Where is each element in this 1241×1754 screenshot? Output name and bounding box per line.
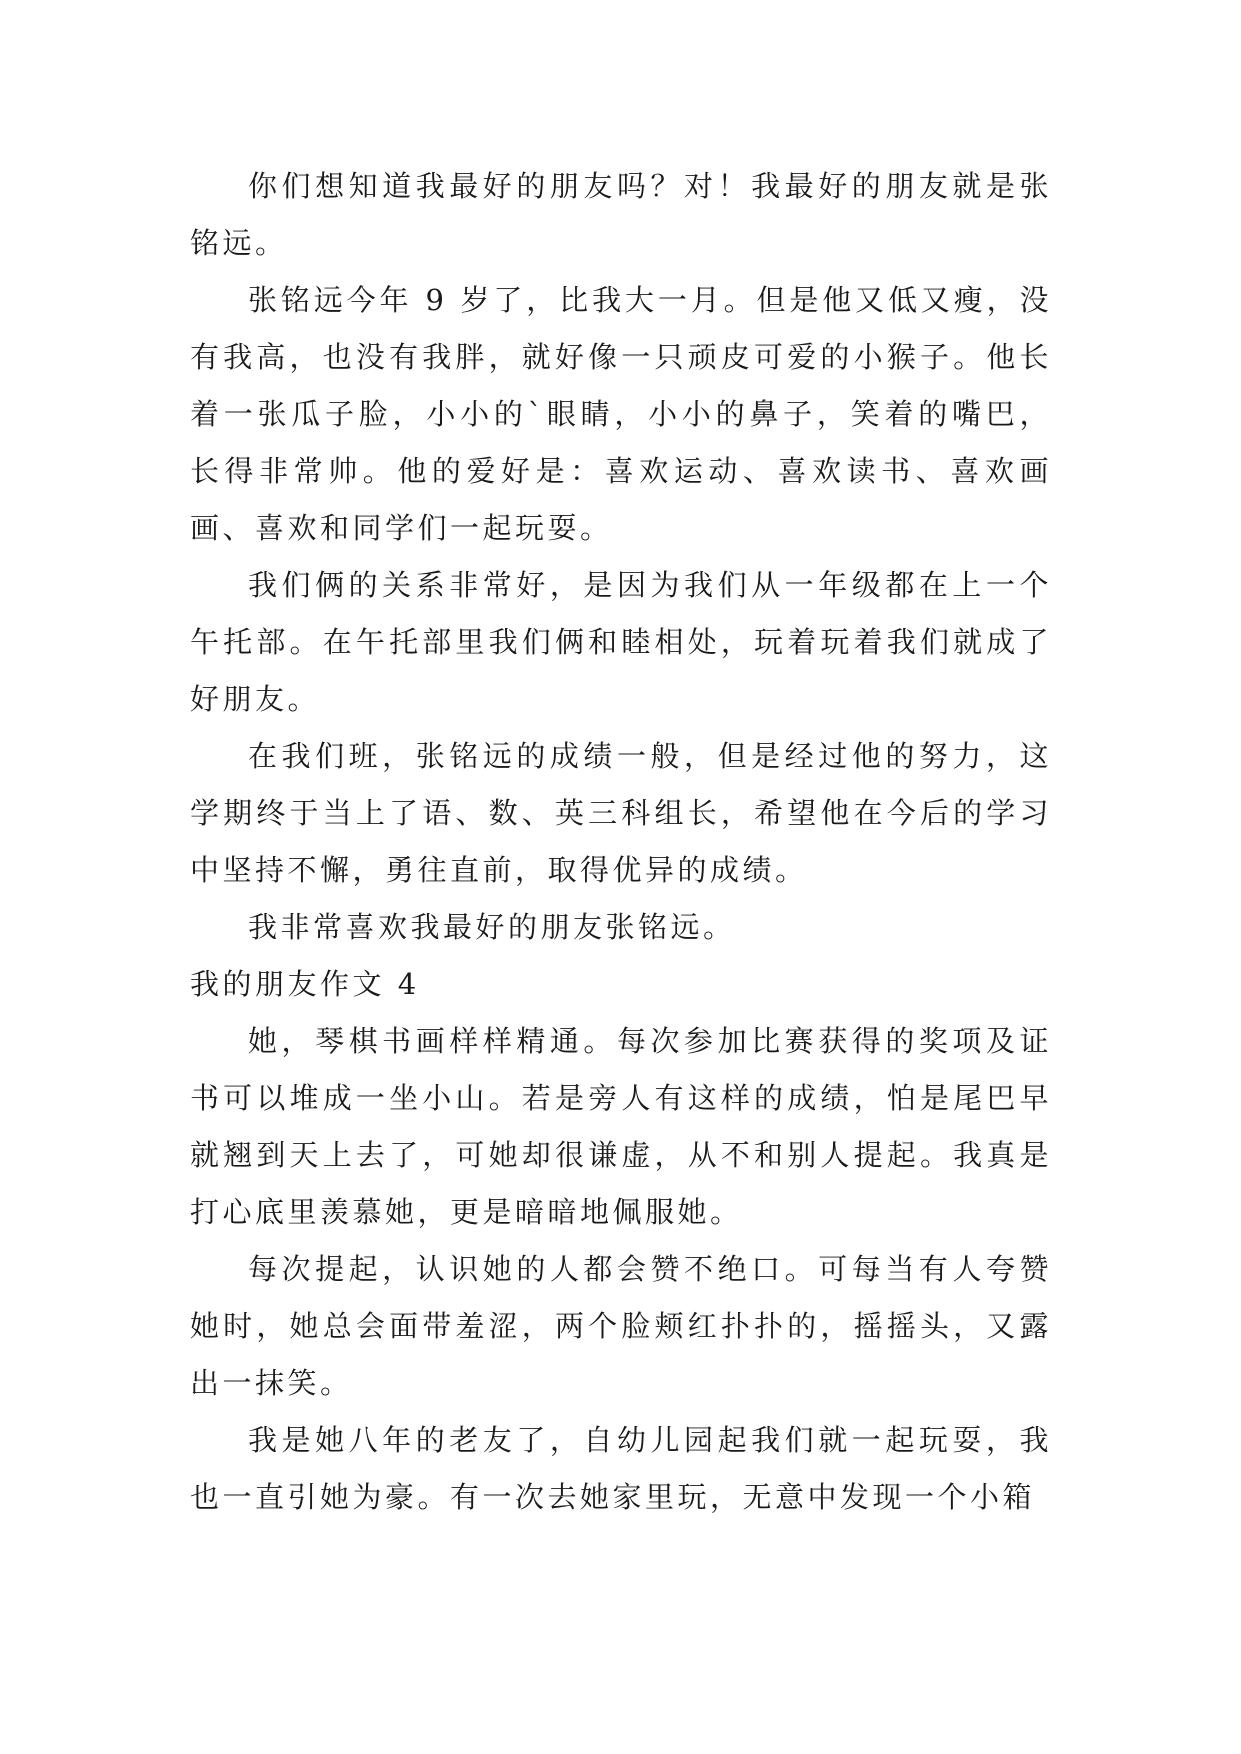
- section-heading: 我的朋友作文 4: [190, 967, 420, 1001]
- paragraph: 我们俩的关系非常好，是因为我们从一年级都在上一个午托部。在午托部里我们俩和睦相处，玩着玩着我们就成了好朋友。: [190, 568, 1052, 716]
- document-body: [190, 158, 1052, 1526]
- paragraph: 我是她八年的老友了，自幼儿园起我们就一起玩耍，我也一直引她为豪。有一次去她家里玩，无意中发现一个小箱: [190, 1423, 1052, 1514]
- paragraph: 你们想知道我最好的朋友吗？对！我最好的朋友就是张铭远。: [190, 169, 1052, 260]
- paragraph: 她，琴棋书画样样精通。每次参加比赛获得的奖项及证书可以堆成一坐小山。若是旁人有这样的成绩，怕是尾巴早就翘到天上去了，可她却很谦虚，从不和别人提起。我真是打心底里羡慕她，更是暗暗地佩服她。: [190, 1024, 1052, 1229]
- paragraph: 张铭远今年 9 岁了，比我大一月。但是他又低又瘦，没有我高，也没有我胖，就好像一只顽皮可爱的小猴子。他长着一张瓜子脸，小小的`眼睛，小小的鼻子，笑着的嘴巴，长得非常帅。他的爱好是：喜欢运动、喜欢读书、喜欢画画、喜欢和同学们一起玩耍。: [190, 283, 1052, 545]
- paragraph: 每次提起，认识她的人都会赞不绝口。可每当有人夸赞她时，她总会面带羞涩，两个脸颊红扑扑的，摇摇头，又露出一抹笑。: [190, 1252, 1052, 1400]
- paragraph: 在我们班，张铭远的成绩一般，但是经过他的努力，这学期终于当上了语、数、英三科组长，希望他在今后的学习中坚持不懈，勇往直前，取得优异的成绩。: [190, 739, 1052, 887]
- paragraph: 我非常喜欢我最好的朋友张铭远。: [248, 910, 736, 944]
